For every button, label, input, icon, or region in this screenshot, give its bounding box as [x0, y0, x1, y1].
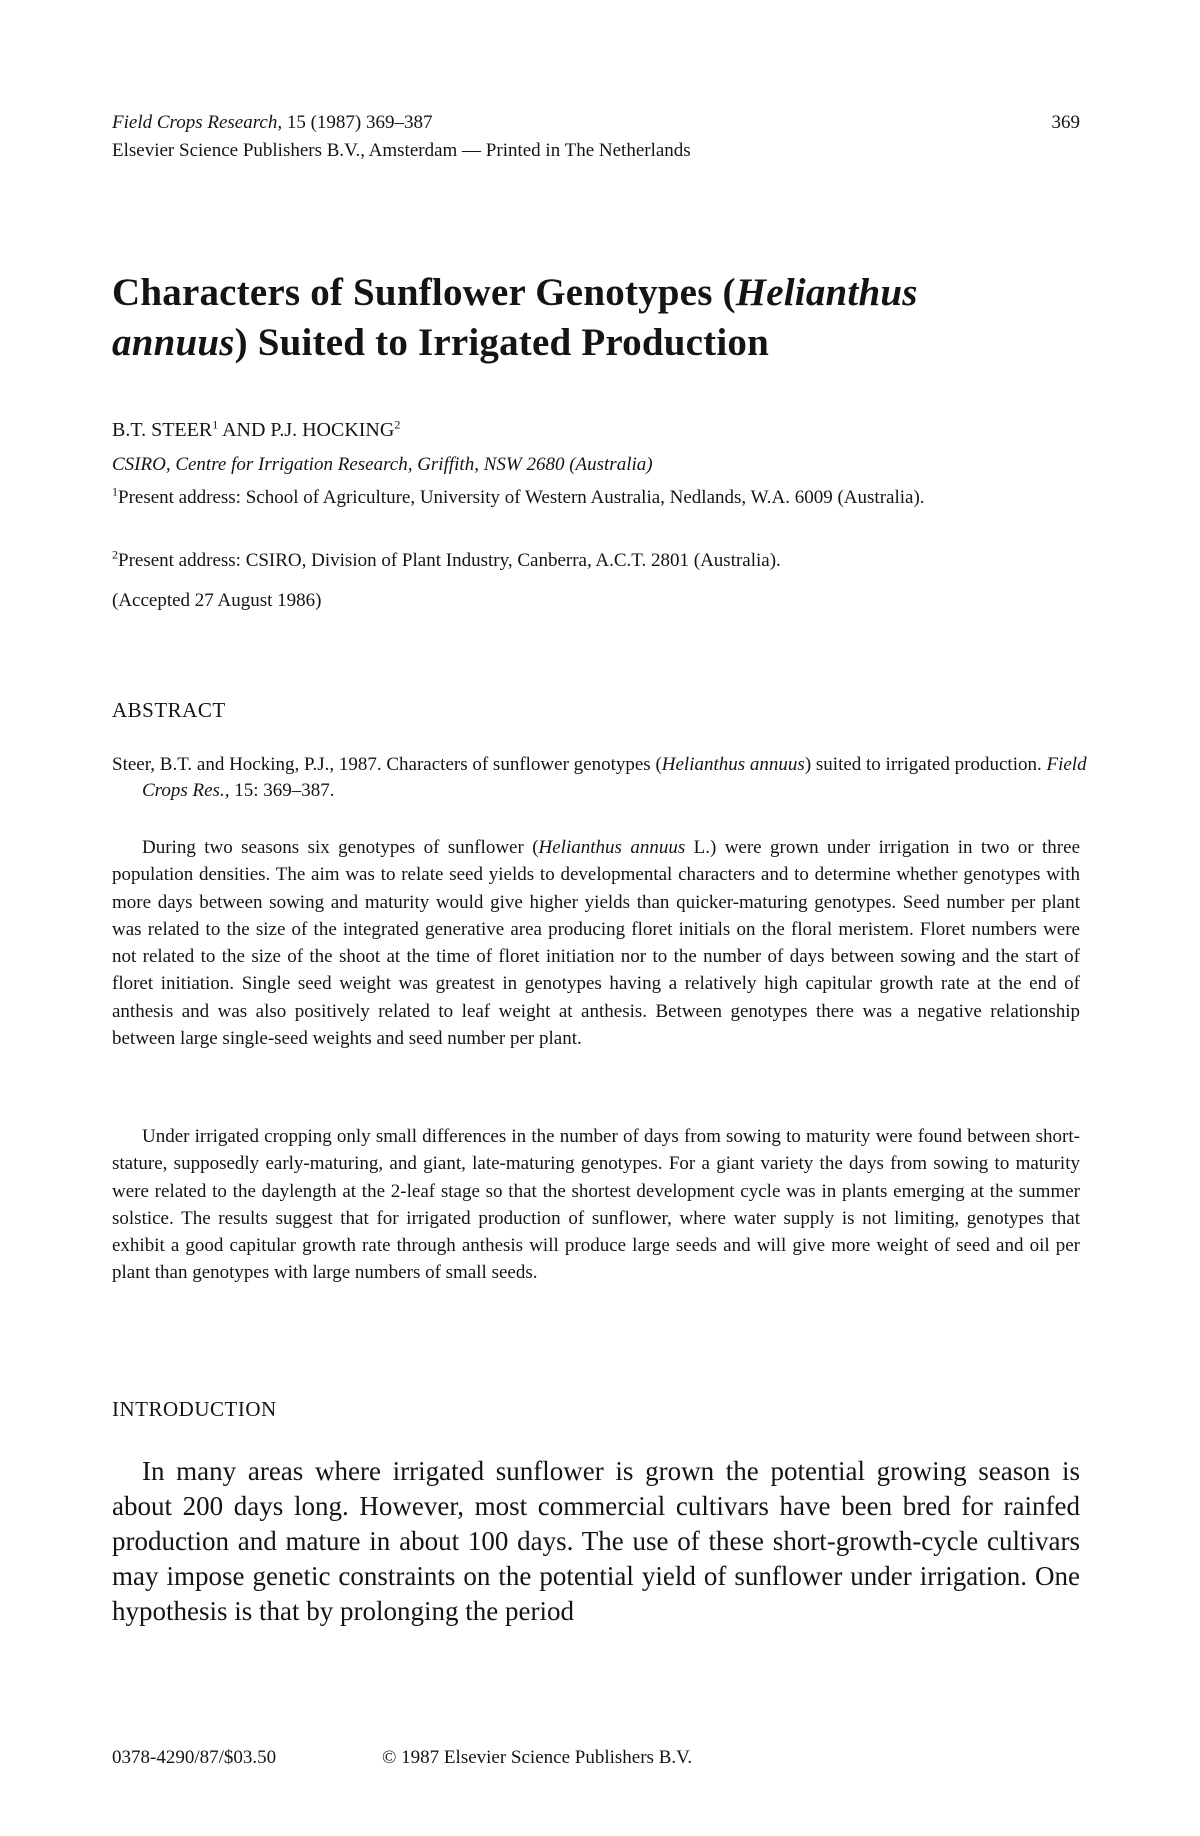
author-line [112, 417, 1080, 443]
volume-pages: 15 (1987) 369–387 [282, 112, 433, 133]
abstract-paragraph-1 [112, 834, 1080, 1052]
note-2-text: Present address: CSIRO, Division of Plant Industry, Canberra, A.C.T. 2801 (Australia). [118, 550, 781, 571]
title-part2: ) Suited to Irrigated Production [234, 321, 769, 364]
cite-authors: Steer, B.T. and Hocking, P.J., 1987. Characters of sunflower genotypes ( [112, 754, 662, 775]
abstract-citation [112, 752, 1102, 804]
cite-journal: Field Crops Res., [142, 754, 1087, 801]
cite-mid: ) suited to irrigated production. [804, 754, 1047, 775]
journal-citation [112, 111, 1080, 135]
author-1: B.T. STEER [112, 419, 213, 441]
page-number: 369 [1051, 112, 1080, 133]
cite-pages: 15: 369–387. [229, 780, 335, 801]
title-part1: Characters of Sunflower Genotypes ( [112, 271, 736, 314]
abstract-p1-species: Helianthus annuus [538, 837, 686, 858]
publisher-line: Elsevier Science Publishers B.V., Amsterdam — Printed in The Netherlands [112, 140, 691, 161]
author-1-mark: 1 [212, 417, 219, 432]
article-title [112, 268, 1080, 368]
introduction-paragraph: In many areas where irrigated sunflower is grown the potential growing season is about 200 days long. However, most commercial cultivars have been bred for rainfed production and mature in about 100 days. The use of these short-growth-cycle cultivars may impose genetic constraints on the potential yield of sunflower under irrigation. One hypothesis is that by prolonging the period [112, 1456, 1080, 1626]
issn-code: 0378-4290/87/$03.50 [112, 1747, 277, 1768]
address-note-2 [112, 548, 1080, 573]
introduction-heading: INTRODUCTION [112, 1397, 277, 1421]
address-note-1 [112, 485, 1080, 510]
author-2-mark: 2 [394, 417, 401, 432]
author-2: AND P.J. HOCKING [218, 419, 395, 441]
title-species: annuus [112, 321, 235, 364]
journal-name: Field Crops Research, [112, 112, 283, 133]
cite-species: Helianthus annuus [661, 754, 805, 775]
abstract-p1-rest: L.) were grown under irrigation in two or three population densities. The aim was to relate seed yields to developmental characters and to determine whether genotypes with more days between sowing and maturity would give higher yields than quicker-maturing genotypes. Seed number per plant was related to the size of the integrated generative area producing floret initials on the floral meristem. Floret numbers were not related to the size of the shoot at the time of floret initiation nor to the number of days between sowing and the start of floret initiation. Single seed weight was greatest in genotypes having a relatively high capitular growth rate at the end of anthesis and was also positively related to leaf weight at anthesis. Between genotypes there was a negative relationship between large single-seed weights and seed number per plant. [112, 837, 1081, 1050]
note-1-mark: 1 [112, 484, 118, 499]
abstract-heading: ABSTRACT [112, 698, 226, 722]
note-2-mark: 2 [112, 547, 118, 562]
abstract-paragraph-2: Under irrigated cropping only small differences in the number of days from sowing to maturity were found between short-stature, supposedly early-maturing, and giant, late-maturing genotypes. For a giant variety the days from sowing to maturity were related to the daylength at the 2-leaf stage so that the shortest development cycle was in plants emerging at the summer solstice. The results suggest that for irrigated production of sunflower, where water supply is not limiting, genotypes that exhibit a good capitular growth rate through anthesis will produce large seeds and will give more weight of seed and oil per plant than genotypes with large numbers of small seeds. [112, 1126, 1080, 1284]
note-1-text: Present address: School of Agriculture, University of Western Australia, Nedlands, W.A. 6009 (Australia). [118, 487, 925, 508]
copyright-notice: © 1987 Elsevier Science Publishers B.V. [382, 1747, 693, 1768]
affiliation: CSIRO, Centre for Irrigation Research, Griffith, NSW 2680 (Australia) [112, 454, 653, 475]
abstract-p1-start: During two seasons six genotypes of sunflower ( [142, 837, 539, 858]
accepted-date: (Accepted 27 August 1986) [112, 590, 322, 611]
title-genus: Helianthus [735, 271, 918, 314]
